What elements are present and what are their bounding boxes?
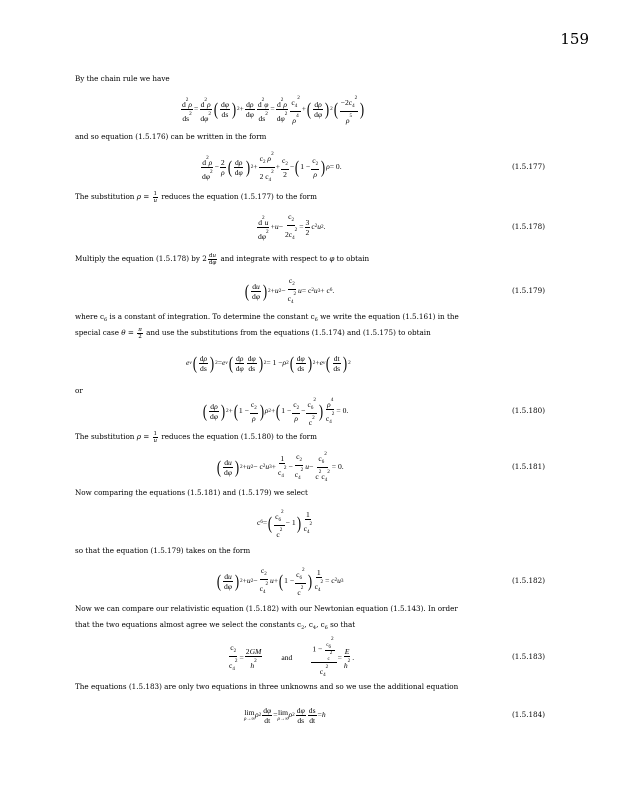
equation-1-5-181: ( du dφ ) 2 + u 2 − c 2 u 3 + 1 $c_4^2$ − $c_2$ $c_4^2$ u − $c_6^2$ $c^2c_4^2$ = 0. xyxy=(216,450,344,483)
text-segment: The substitution xyxy=(75,192,137,201)
text-segment: that the two equations almost agree we select the constants c xyxy=(75,620,302,629)
equation-1-5-182: ( du dφ ) 2 + u 2 − $c_2$ $c_4^2$ u + ( 1 − $c_6^2$ $c^2$ ) 1 $c_4^2$ = c 2 u 3 xyxy=(216,565,344,597)
text-segment: The substitution xyxy=(75,432,137,441)
equation-special-case: e ν ( dρ ds ) 2 = e ν ( dρ dφ dφ ds ) 2 = 1 − ρ 2 ( dφ ds ) 2 + e ν ( dt ds ) 2 xyxy=(186,353,351,373)
paragraph-relativistic-line2: that the two equations almost agree we select the constants $c_2$, $c_4$, $c_6$ so that xyxy=(75,620,356,631)
paragraph-relativistic-line1: Now we can compare our relativistic equation (1.5.182) with our Newtonian equation (1.5.143). In order xyxy=(75,604,458,613)
equation-1-5-183: $c_2$ $c_4^2$ = 2GM $h^2$ and 1 − $\frac{c_6^2}{c^2}$ $c_4^2$ = E $h^2$ . xyxy=(229,635,355,678)
equation-c6-selection: c 6 = ( $c_6^2$ $c^2$ − 1 ) 1 $c_4^2$ xyxy=(257,508,313,539)
text-segment: and integrate with respect to xyxy=(218,254,330,263)
text-segment: special case xyxy=(75,328,122,337)
text-segment: where c xyxy=(75,312,105,321)
equation-number-182: (1.5.182) xyxy=(511,576,545,585)
text-segment: reduces the equation (1.5.180) to the form xyxy=(159,432,317,441)
equation-1-5-179: ( du dφ ) 2 + u 2 − $c_2$ $c_4^2$ u = c 2 u 3 + c 6 . xyxy=(244,275,335,305)
page-number: 159 xyxy=(560,30,589,48)
paragraph-substitution-1: The substitution ρ = $\frac{1}{u}$ reduces the equation (1.5.177) to the form xyxy=(75,190,317,204)
paragraph-constant-line1: where $c_6$ is a constant of integration. To determine the constant $c_6$ we write the equation (1.5.161) in the xyxy=(75,312,459,323)
text-segment: is a constant of integration. To determine the constant c xyxy=(107,312,315,321)
equation-chain-rule: $d^2\rho$ $ds^2$ = $d^2\rho$ $d\varphi^2$ ( dφ ds ) 2 + dρ dφ $d^2\varphi$ $ds^2$ = $d^2\rho$ $d\varphi^2$ $c_4^2$ $\rho^4$ + ( dρ dφ ) 2 ( $-2c_4^2$ $\rho^5$ ) xyxy=(182,94,365,125)
equation-number-178: (1.5.178) xyxy=(511,222,545,231)
paragraph-rewrite: and so equation (1.5.176) can be written in the form xyxy=(75,132,267,141)
paragraph-additional-equation: The equations (1.5.183) are only two equations in three unknowns and so we use the additional equation xyxy=(75,682,459,691)
equation-number-181: (1.5.181) xyxy=(511,462,545,471)
paragraph-or: or xyxy=(75,386,83,395)
paragraph-substitution-2: The substitution ρ = $\frac{1}{u}$ reduces the equation (1.5.180) to the form xyxy=(75,430,317,444)
paragraph-multiply: Multiply the equation (1.5.178) by 2 $\frac{du}{d\varphi}$ and integrate with respect to φ to obtain xyxy=(75,252,370,266)
paragraph-compare: Now comparing the equations (1.5.181) and (1.5.179) we select xyxy=(75,488,308,497)
equation-1-5-178: $d^2u$ $d\varphi^2$ + u − $c_2$ $2c_4^2$ = 3 2 c 2 u 2 . xyxy=(258,211,326,241)
text-segment: Multiply the equation (1.5.178) by xyxy=(75,254,203,263)
text-segment: so that xyxy=(327,620,356,629)
equation-1-5-180: ( dρ dφ ) 2 + ( 1 − $c_2$ ρ ) ρ 2 + ( 1 − $c_2$ ρ − $c_6^2$ $c^2$ ) $\rho^4$ $c_4^2$ = 0. xyxy=(202,396,349,427)
text-segment: reduces the equation (1.5.177) to the form xyxy=(159,192,317,201)
paragraph-chain-rule: By the chain rule we have xyxy=(75,74,170,83)
equation-number-177: (1.5.177) xyxy=(511,162,545,171)
text-segment: we write the equation (1.5.161) in the xyxy=(317,312,459,321)
equation-1-5-177: $d^2\rho$ $d\varphi^2$ − 2 ρ ( dρ dφ ) 2 + $c_2$ $\rho^2$ 2 $c_4^2$ + $c_2$ 2 − ( 1 − $c_2$ ρ ) ρ = 0. xyxy=(202,150,342,183)
equation-number-180: (1.5.180) xyxy=(511,406,545,415)
paragraph-constant-line2: special case θ = $\frac{\pi}{2}$ and use the substitutions from the equations (1.5.174) and (1.5.175) to obtain xyxy=(75,326,431,340)
equation-number-183: (1.5.183) xyxy=(511,652,545,661)
equation-number-184: (1.5.184) xyxy=(511,710,545,719)
text-segment: and use the substitutions from the equations (1.5.174) and (1.5.175) to obtain xyxy=(143,328,431,337)
paragraph-takes-form: so that the equation (1.5.179) takes on the form xyxy=(75,546,251,555)
equation-number-179: (1.5.179) xyxy=(511,286,545,295)
equation-1-5-184: lim ρ→∞ ρ 2 dφ dt = lim ρ→∞ ρ 2 dφ ds ds dt = h xyxy=(244,705,326,725)
text-segment: to obtain xyxy=(334,254,370,263)
